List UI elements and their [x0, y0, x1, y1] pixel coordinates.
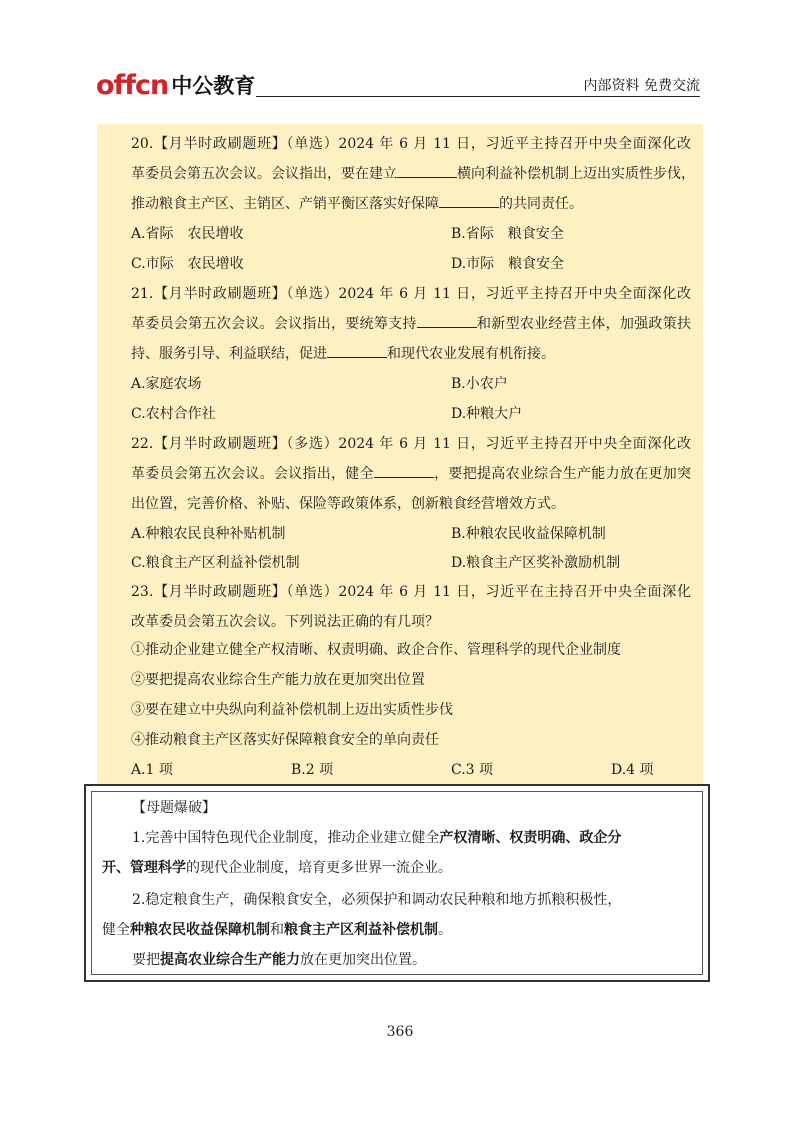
logo-chinese: 中公教育 — [171, 74, 256, 98]
breakdown-keyword: 产权清晰、权责明确、政企分 — [439, 830, 622, 846]
q22-option-b: B.种粮农民收益保障机制 — [451, 526, 606, 542]
breakdown-text: 健全 — [102, 922, 130, 938]
breakdown-title: 【母题爆破】 — [132, 800, 216, 816]
breakdown-p1-line-2 — [102, 858, 692, 878]
breakdown-text: 1.完善中国特色现代企业制度，推动企业建立健全 — [132, 830, 440, 846]
q21-option-a: A.家庭农场 — [131, 376, 202, 392]
q21-option-c: C.农村合作社 — [131, 406, 216, 422]
q21-text: 和新型农业经营主体，加强政策扶 — [476, 316, 692, 332]
q20-line-3 — [131, 194, 691, 214]
breakdown-keyword: 种粮农民收益保障机制 — [130, 922, 270, 938]
breakdown-text: 要把 — [132, 952, 160, 968]
q23-option-a: A.1 项 — [131, 762, 173, 778]
q23-option-b: B.2 项 — [291, 762, 334, 778]
q22-line-1: 22.【月半时政刷题班】（多选）2024 年 6 月 11 日，习近平主持召开中央全面深化改 — [131, 436, 691, 452]
q22-option-c: C.粮食主产区利益补偿机制 — [131, 555, 300, 571]
answer-blank — [374, 464, 434, 478]
q21-text: 革委员会第五次会议。会议指出，要统筹支持 — [131, 316, 417, 332]
q21-option-b: B.小农户 — [451, 376, 508, 392]
q23-statement-3: ③要在建立中央纵向利益补偿机制上迈出实质性步伐 — [131, 702, 453, 718]
q22-text: ，要把提高农业综合生产能力放在更加突 — [433, 466, 692, 482]
question-panel — [97, 124, 703, 784]
q21-line-3 — [131, 344, 691, 364]
q20-line-2 — [131, 164, 695, 184]
q20-text: 革委员会第五次会议。会议指出，要在建立 — [131, 166, 397, 182]
q22-text: 革委员会第五次会议。会议指出，健全 — [131, 466, 374, 482]
header-note: 内部资料 免费交流 — [583, 78, 700, 94]
breakdown-text: 。 — [438, 922, 452, 938]
breakdown-p3 — [132, 950, 722, 970]
answer-blank — [417, 314, 477, 328]
breakdown-keyword: 开、管理科学 — [102, 860, 186, 876]
breakdown-p1-line-1 — [132, 828, 722, 848]
offcn-logo — [96, 62, 255, 102]
breakdown-text: 放在更加突出位置。 — [300, 952, 426, 968]
page-header — [96, 62, 700, 102]
q23-line-2: 改革委员会第五次会议。下列说法正确的有几项？ — [131, 614, 439, 630]
breakdown-text: 的现代企业制度，培育更多世界一流企业。 — [186, 860, 452, 876]
q21-text: 持、服务引导、利益联结，促进 — [131, 346, 327, 362]
q23-line-1: 23.【月半时政刷题班】（单选）2024 年 6 月 11 日，习近平在主持召开中央全面深化 — [131, 584, 691, 600]
answer-blank — [397, 164, 457, 178]
q23-statement-2: ②要把提高农业综合生产能力放在更加突出位置 — [131, 672, 425, 688]
answer-blank — [327, 344, 387, 358]
q22-option-d: D.粮食主产区奖补激励机制 — [451, 555, 621, 571]
breakdown-box — [84, 784, 710, 982]
breakdown-keyword: 提高农业综合生产能力 — [160, 952, 300, 968]
q22-line-3: 出位置，完善价格、补贴、保险等政策体系，创新粮食经营增效方式。 — [131, 496, 565, 512]
breakdown-text: 和 — [270, 922, 284, 938]
page-number: 366 — [386, 1024, 414, 1040]
q23-option-d: D.4 项 — [611, 762, 654, 778]
q20-text: 推动粮食主产区、主销区、产销平衡区落实好保障 — [131, 196, 439, 212]
breakdown-inner-frame — [91, 791, 703, 975]
answer-blank — [439, 194, 499, 208]
logo-english: offcn — [96, 70, 169, 101]
breakdown-p2-line-2 — [102, 920, 692, 940]
q21-text: 和现代农业发展有机衔接。 — [387, 346, 555, 362]
q23-statement-1: ①推动企业建立健全产权清晰、权责明确、政企合作、管理科学的现代企业制度 — [131, 642, 621, 658]
breakdown-p2-line-1: 2.稳定粮食生产，确保粮食安全，必须保护和调动农民种粮和地方抓粮积极性， — [132, 892, 622, 908]
q23-option-c: C.3 项 — [451, 762, 494, 778]
q20-option-a: A.省际 农民增收 — [131, 226, 244, 242]
q20-text: 的共同责任。 — [499, 196, 583, 212]
q20-line-1: 20.【月半时政刷题班】（单选）2024 年 6 月 11 日，习近平主持召开中央全面深化改 — [131, 136, 691, 152]
q22-option-a: A.种粮农民良种补贴机制 — [131, 526, 286, 542]
q22-line-2 — [131, 464, 691, 484]
q23-statement-4: ④推动粮食主产区落实好保障粮食安全的单向责任 — [131, 732, 439, 748]
q20-option-d: D.市际 粮食安全 — [451, 256, 565, 272]
q21-line-1: 21.【月半时政刷题班】（单选）2024 年 6 月 11 日，习近平主持召开中央全面深化改 — [131, 286, 691, 302]
q20-option-c: C.市际 农民增收 — [131, 256, 244, 272]
q20-text: 横向利益补偿机制上迈出实质性步伐， — [457, 166, 695, 182]
q20-option-b: B.省际 粮食安全 — [451, 226, 564, 242]
q21-option-d: D.种粮大户 — [451, 406, 523, 422]
header-rule — [256, 96, 700, 97]
breakdown-keyword: 粮食主产区利益补偿机制 — [284, 922, 438, 938]
q21-line-2 — [131, 314, 691, 334]
